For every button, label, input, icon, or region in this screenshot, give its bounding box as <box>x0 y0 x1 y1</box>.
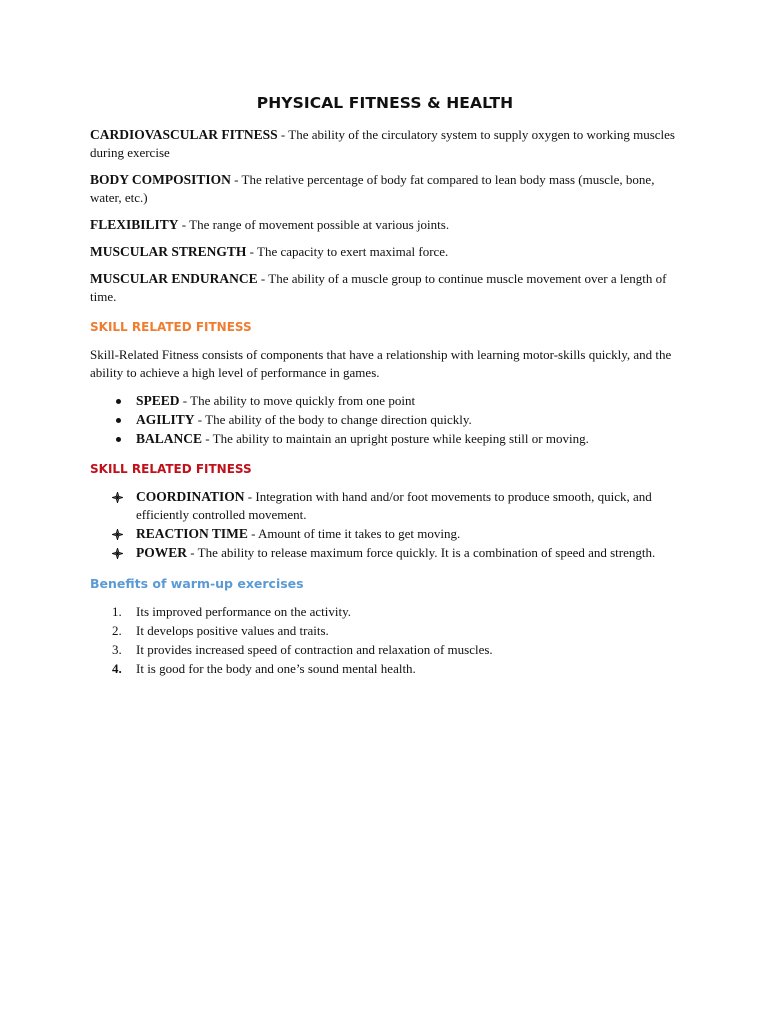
list-item-text: Amount of time it takes to get moving. <box>258 526 461 541</box>
list-item-text: The ability to release maximum force quickly. It is a combination of speed and strength. <box>197 545 656 560</box>
list-item <box>90 603 680 621</box>
list-item-separator: - <box>247 526 259 541</box>
list-number: 4. <box>112 661 122 676</box>
list-number: 2. <box>112 623 122 638</box>
definition-separator: - <box>246 244 258 259</box>
list-item-text: Its improved performance on the activity. <box>136 604 352 619</box>
definition-flexibility <box>90 216 680 234</box>
list-item-text: Integration with hand and/or foot movements to produce smooth, quick, and efficiently controlled movement. <box>136 489 652 522</box>
definition-term: BODY COMPOSITION <box>90 172 231 187</box>
section-heading-warmup-benefits: Benefits of warm-up exercises <box>90 576 304 591</box>
definition-cardiovascular <box>90 126 680 162</box>
definition-muscular-endurance <box>90 270 680 306</box>
definition-term: FLEXIBILITY <box>90 217 179 232</box>
list-item-term: COORDINATION <box>136 489 245 504</box>
list-item-text: The ability of the body to change direction quickly. <box>205 412 472 427</box>
list-number: 3. <box>112 642 122 657</box>
definition-separator: - <box>257 271 269 286</box>
document-page <box>90 94 680 686</box>
definition-text: The capacity to exert maximal force. <box>257 244 449 259</box>
list-item <box>90 430 680 448</box>
list-number: 1. <box>112 604 122 619</box>
bullet-icon <box>116 437 121 442</box>
warmup-benefits-list <box>90 603 680 678</box>
list-item-text: The ability to move quickly from one point <box>190 393 416 408</box>
definition-term: CARDIOVASCULAR FITNESS <box>90 127 278 142</box>
section-heading-skill-related-1: SKILL RELATED FITNESS <box>90 320 252 334</box>
definition-term: MUSCULAR STRENGTH <box>90 244 247 259</box>
list-item-separator: - <box>202 431 213 446</box>
page-title: PHYSICAL FITNESS & HEALTH <box>256 94 514 112</box>
list-item-term: BALANCE <box>136 431 203 446</box>
list-item-text: It provides increased speed of contraction and relaxation of muscles. <box>136 642 493 657</box>
skill-list-diamonds <box>90 488 680 562</box>
list-item-separator: - <box>179 393 191 408</box>
list-item <box>90 622 680 640</box>
definition-text: The ability of the circulatory system to supply oxygen to working muscles during exercise <box>90 127 675 160</box>
list-item <box>90 660 680 678</box>
diamond-bullet-icon <box>112 492 123 503</box>
definition-text: The ability of a muscle group to continue muscle movement over a length of time. <box>90 271 667 304</box>
list-item <box>90 411 680 429</box>
diamond-bullet-icon <box>112 548 123 559</box>
section-heading-skill-related-2: SKILL RELATED FITNESS <box>90 462 252 476</box>
definition-text: The range of movement possible at various joints. <box>189 217 450 232</box>
definition-muscular-strength <box>90 243 680 261</box>
list-item <box>90 641 680 659</box>
bullet-icon <box>116 418 121 423</box>
definition-separator: - <box>277 127 289 142</box>
list-item-separator: - <box>244 489 256 504</box>
list-item <box>90 392 680 410</box>
definition-text: The relative percentage of body fat compared to lean body mass (muscle, bone, water, etc.) <box>90 172 655 205</box>
list-item-term: SPEED <box>136 393 180 408</box>
diamond-bullet-icon <box>112 529 123 540</box>
list-item-term: AGILITY <box>136 412 195 427</box>
bullet-icon <box>116 399 121 404</box>
list-item-separator: - <box>187 545 198 560</box>
list-item <box>90 488 680 524</box>
list-item-term: REACTION TIME <box>136 526 248 541</box>
list-item-text: It develops positive values and traits. <box>136 623 329 638</box>
list-item <box>90 544 680 562</box>
list-item-text: It is good for the body and one’s sound mental health. <box>136 661 416 676</box>
skill-list-bullets <box>90 392 680 448</box>
definition-separator: - <box>178 217 190 232</box>
list-item-term: POWER <box>136 545 188 560</box>
definition-separator: - <box>230 172 242 187</box>
list-item <box>90 525 680 543</box>
definition-body-composition <box>90 171 680 207</box>
list-item-separator: - <box>194 412 206 427</box>
definition-term: MUSCULAR ENDURANCE <box>90 271 258 286</box>
list-item-text: The ability to maintain an upright posture while keeping still or moving. <box>212 431 589 446</box>
skill-related-paragraph: Skill-Related Fitness consists of components that have a relationship with learning motor-skills quickly, and the ability to achieve a high level of performance in games. <box>90 347 672 380</box>
